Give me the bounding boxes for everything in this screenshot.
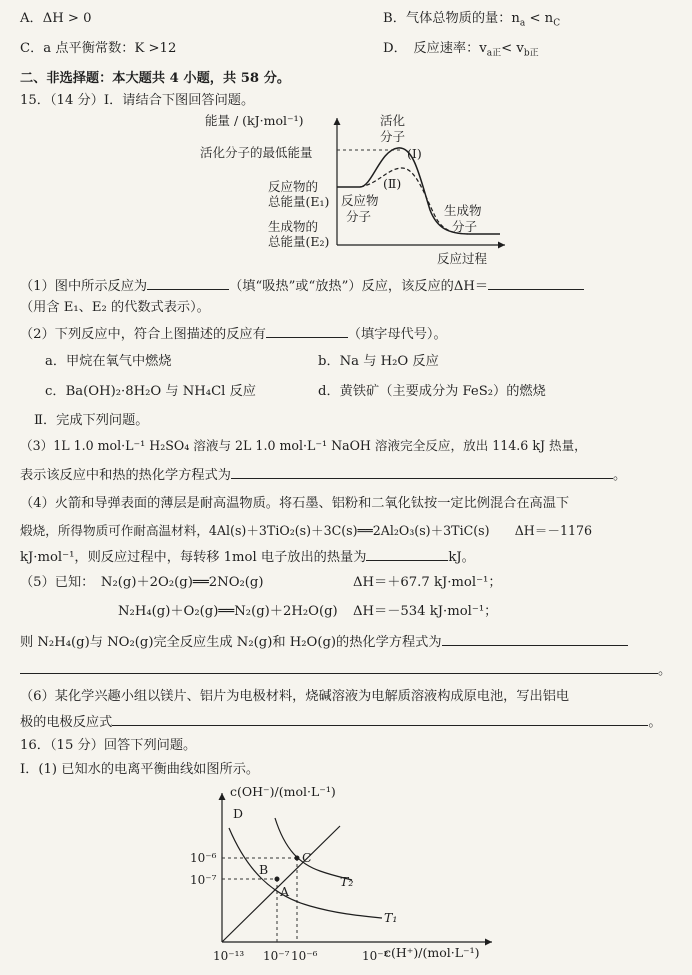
reactant-mol-2: 分子 bbox=[346, 209, 372, 224]
q15-p5-dh1: ΔH＝＋67.7 kJ·mol⁻¹； bbox=[353, 575, 502, 590]
option-d: D． 反应速率：$v_{a正}< v_{b正}$ bbox=[383, 41, 539, 59]
product-total-2: 总能量(E₂) bbox=[268, 234, 330, 249]
reactant-total-2: 总能量(E₁) bbox=[268, 194, 330, 209]
option-b: B．气体总物质的量：$n_a < n_C$ bbox=[383, 11, 561, 29]
point-c: C bbox=[302, 850, 312, 865]
option-d-q15: d．黄铁矿（主要成分为 FeS₂）的燃烧 bbox=[318, 384, 546, 399]
q15-p6-line1: （6）某化学兴趣小组以镁片、铝片为电极材料，烧碱溶液为电解质溶液构成原电池，写出铝电 bbox=[20, 689, 570, 704]
option-a-q15: a．甲烷在氧气中燃烧 bbox=[45, 354, 172, 369]
q15-p5-eq2: N₂H₄(g)＋O₂(g)══N₂(g)＋2H₂O(g) bbox=[118, 604, 338, 619]
point-d: D bbox=[233, 806, 244, 821]
option-c: C．a 点平衡常数：K >12 bbox=[20, 41, 177, 56]
answer-blank-1[interactable] bbox=[147, 276, 229, 290]
q15-p5-ask-cont: 。 bbox=[20, 660, 671, 680]
energy-diagram bbox=[0, 110, 692, 280]
product-mol-1: 生成物 bbox=[444, 203, 482, 218]
answer-blank-6[interactable] bbox=[442, 632, 628, 646]
answer-blank-8[interactable] bbox=[112, 712, 648, 726]
q15-p6-line2: 极的电极反应式 。 bbox=[20, 712, 662, 732]
graph-tick-x-4: 10⁻² bbox=[362, 949, 389, 963]
option-b-q15: b．Na 与 H₂O 反应 bbox=[318, 354, 439, 369]
part-ii-heading: Ⅱ．完成下列问题。 bbox=[34, 413, 149, 428]
ionization-graph bbox=[0, 782, 692, 972]
point-b: B bbox=[259, 862, 269, 877]
curve-i-label: (Ⅰ) bbox=[407, 146, 422, 161]
curve-t1 bbox=[229, 828, 382, 918]
q15-p2-line: （2）下列反应中，符合上图描述的反应有 （填字母代号）。 bbox=[20, 324, 447, 344]
q15-p5-ask: 则 N₂H₄(g)与 NO₂(g)完全反应生成 N₂(g)和 H₂O(g)的热化学方程式为 bbox=[20, 632, 628, 652]
product-total-1: 生成物的 bbox=[268, 219, 319, 234]
graph-tick-x-2: 10⁻⁷ bbox=[263, 949, 290, 963]
graph-x-label: c(H⁺)/(mol·L⁻¹) bbox=[384, 945, 480, 960]
q15-p4-line2: 煅烧，所得物质可作耐高温材料，4Al(s)＋3TiO₂(s)＋3C(s)══2Al₂O₃(s)＋3TiC(s) ΔH＝－1176 bbox=[20, 523, 593, 538]
option-c-q15: c．Ba(OH)₂·8H₂O 与 NH₄Cl 反应 bbox=[45, 384, 256, 399]
q15-p3-line1: （3）1L 1.0 mol·L⁻¹ H₂SO₄ 溶液与 2L 1.0 mol·L⁻¹ NaOH 溶液完全反应，放出 114.6 kJ 热量， bbox=[20, 438, 587, 453]
q15-p4-line1: （4）火箭和导弹表面的薄层是耐高温物质。将石墨、铝粉和二氧化钛按一定比例混合在高温下 bbox=[20, 496, 570, 511]
q15-p1-line: （1）图中所示反应为 （填“吸热”或“放热”）反应，该反应的ΔH＝ bbox=[20, 276, 584, 296]
curve-t1-label: T₁ bbox=[384, 910, 398, 925]
curve-ii-label: (Ⅱ) bbox=[383, 176, 402, 191]
q15-p5-eq1: （5）已知： N₂(g)＋2O₂(g)══2NO₂(g) bbox=[20, 575, 264, 590]
reactant-mol-1: 反应物 bbox=[341, 193, 379, 208]
graph-tick-x-3: 10⁻⁶ bbox=[291, 949, 318, 963]
point-b-dot bbox=[275, 877, 280, 882]
answer-blank-5[interactable] bbox=[366, 547, 448, 561]
graph-tick-x-1: 10⁻¹³ bbox=[213, 949, 245, 963]
answer-blank-2[interactable] bbox=[488, 276, 584, 290]
graph-tick-y-2: 10⁻⁷ bbox=[190, 873, 217, 887]
q15-p3-line2: 表示该反应中和热的热化学方程式为 。 bbox=[20, 465, 626, 485]
energy-y-label: 能量 / (kJ·mol⁻¹) bbox=[205, 113, 304, 128]
energy-x-label: 反应过程 bbox=[437, 251, 488, 266]
section-heading: 二、非选择题：本大题共 4 小题，共 58 分。 bbox=[20, 71, 291, 86]
graph-tick-y-1: 10⁻⁶ bbox=[190, 851, 217, 865]
q15-p5-dh2: ΔH＝－534 kJ·mol⁻¹； bbox=[353, 604, 498, 619]
curve-t2-label: T₂ bbox=[340, 874, 354, 889]
product-mol-2: 分子 bbox=[452, 219, 478, 234]
answer-blank-3[interactable] bbox=[266, 324, 348, 338]
q16-p1: Ⅰ．(1) 已知水的电离平衡曲线如图所示。 bbox=[20, 762, 260, 777]
point-c-dot bbox=[295, 856, 300, 861]
answer-blank-4[interactable] bbox=[231, 465, 613, 479]
graph-y-label: c(OH⁻)/(mol·L⁻¹) bbox=[230, 784, 336, 799]
q15-header: 15．（14 分）Ⅰ．请结合下图回答问题。 bbox=[20, 93, 255, 108]
q15-p1-cont: （用含 E₁、E₂ 的代数式表示）。 bbox=[20, 300, 210, 315]
q15-p4-line3: kJ·mol⁻¹，则反应过程中，每转移 1mol 电子放出的热量为 kJ。 bbox=[20, 547, 475, 567]
option-a: A．ΔH > 0 bbox=[20, 11, 92, 26]
q16-header: 16．（15 分）回答下列问题。 bbox=[20, 738, 197, 753]
curve-t2 bbox=[275, 818, 352, 880]
min-energy-label: 活化分子的最低能量 bbox=[200, 145, 313, 160]
activated-label-1: 活化 bbox=[380, 113, 406, 128]
reactant-total-1: 反应物的 bbox=[268, 179, 319, 194]
point-a: A bbox=[280, 884, 290, 899]
answer-blank-7[interactable] bbox=[20, 660, 658, 674]
activated-label-2: 分子 bbox=[380, 129, 406, 144]
